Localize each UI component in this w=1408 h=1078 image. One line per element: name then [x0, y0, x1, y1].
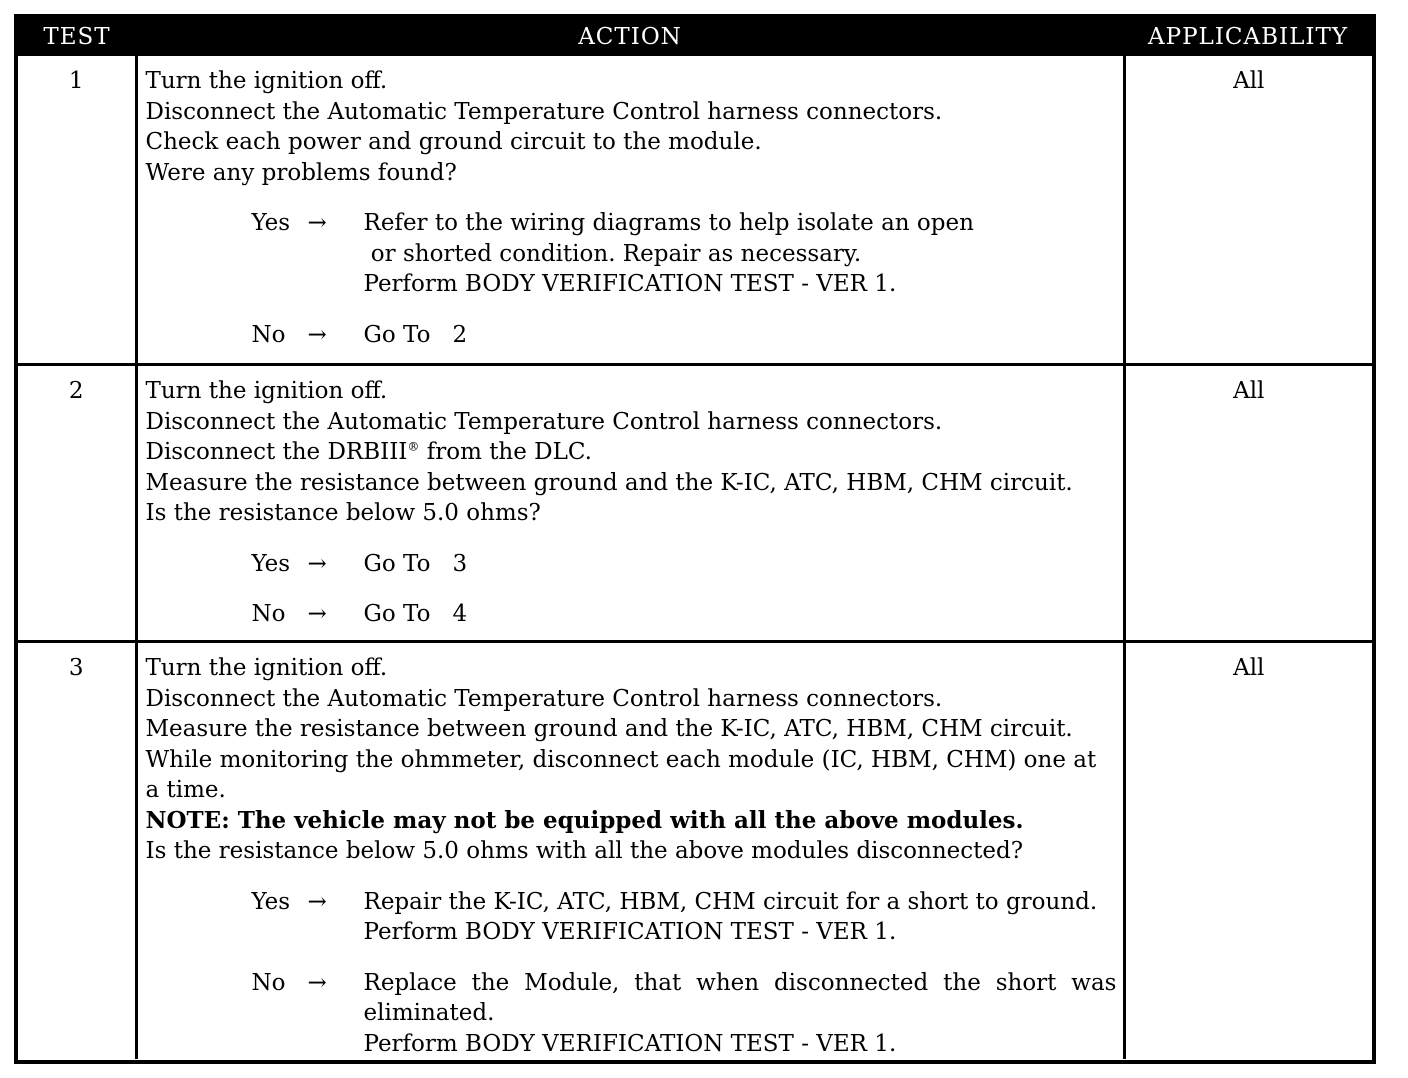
no-answer: [252, 320, 1117, 351]
action-question: Were any problems found?: [145, 159, 457, 186]
yes-answer: [252, 549, 1117, 580]
answer-text: Replace the Module, that when disconnected the short was eliminated.: [363, 969, 1117, 1026]
header-applicability: APPLICABILITY: [1124, 18, 1372, 56]
action-step-text: Disconnect the DRBIII: [145, 439, 408, 465]
answer-label: No: [251, 321, 286, 348]
diagnostic-table-frame: [14, 14, 1376, 1064]
action-question: Is the resistance below 5.0 ohms with all the above modules disconnected?: [145, 838, 1024, 864]
action-cell: [136, 365, 1124, 642]
answer-text: Perform BODY VERIFICATION TEST - VER 1.: [363, 1030, 897, 1057]
answer-label: Yes: [251, 550, 291, 577]
test-row-3: [18, 642, 1372, 1060]
arrow-right-icon: →: [307, 210, 327, 236]
action-step: Turn the ignition off.: [145, 655, 388, 681]
answer-text: Perform BODY VERIFICATION TEST - VER 1.: [363, 919, 897, 945]
action-question: Is the resistance below 5.0 ohms?: [145, 500, 541, 526]
header-row: [18, 18, 1372, 56]
goto-text: Go To: [363, 321, 431, 348]
action-step: Measure the resistance between ground and the K-IC, ATC, HBM, CHM circuit.: [145, 716, 1073, 742]
arrow-right-icon: →: [307, 888, 327, 915]
registered-mark: ®: [407, 439, 420, 454]
goto-target: 4: [452, 601, 468, 627]
applicability-value: All: [1233, 655, 1265, 681]
answer-text: Repair the K-IC, ATC, HBM, CHM circuit for a short to ground.: [363, 888, 1098, 915]
answer-text: Perform BODY VERIFICATION TEST - VER 1.: [363, 271, 897, 297]
applicability-value: All: [1124, 365, 1372, 642]
action-step: Disconnect the Automatic Temperature Control harness connectors.: [145, 685, 943, 712]
yes-answer: [252, 208, 1117, 300]
yes-answer: [252, 887, 1117, 948]
arrow-right-icon: →: [307, 601, 327, 627]
goto-text: Go To: [363, 601, 431, 627]
no-answer: [252, 599, 1117, 630]
action-step-tail: from the DLC.: [419, 439, 592, 465]
no-answer: [252, 968, 1117, 1060]
diagnostic-test-table: [18, 18, 1372, 1059]
header-action: ACTION: [136, 18, 1124, 56]
test-number: 1: [18, 56, 136, 365]
arrow-right-icon: →: [307, 969, 327, 996]
header-test: TEST: [18, 18, 136, 56]
test-row-1: [18, 56, 1372, 365]
answer-text: Refer to the wiring diagrams to help isolate an open: [363, 210, 974, 236]
action-step: Turn the ignition off.: [145, 68, 388, 94]
note-text: NOTE: The vehicle may not be equipped with all the above modules.: [145, 806, 1024, 834]
test-number: 2: [18, 365, 136, 642]
test-row-2: [18, 365, 1372, 642]
action-cell: [136, 56, 1124, 365]
action-cell: [136, 642, 1124, 1060]
test-number: 3: [18, 642, 136, 1060]
answer-label: Yes: [251, 888, 291, 915]
answer-label: Yes: [251, 210, 291, 236]
answer-label: No: [251, 601, 286, 627]
applicability-value: All: [1124, 56, 1372, 365]
goto-target: 3: [452, 550, 468, 577]
arrow-right-icon: →: [307, 550, 327, 577]
goto-target: 2: [452, 321, 468, 348]
answer-label: No: [251, 969, 286, 996]
action-step: Measure the resistance between ground and the K-IC, ATC, HBM, CHM circuit.: [145, 469, 1073, 496]
action-step: Check each power and ground circuit to the module.: [145, 129, 762, 155]
goto-text: Go To: [363, 550, 431, 577]
answer-text: or shorted condition. Repair as necessary.: [363, 240, 862, 267]
action-step: [146, 437, 1117, 468]
action-step: Disconnect the Automatic Temperature Control harness connectors.: [145, 98, 943, 125]
action-step: Turn the ignition off.: [145, 378, 388, 404]
action-step: Disconnect the Automatic Temperature Control harness connectors.: [145, 408, 943, 435]
arrow-right-icon: →: [307, 321, 327, 348]
action-step: While monitoring the ohmmeter, disconnect each module (IC, HBM, CHM) one at a time.: [145, 746, 1097, 803]
